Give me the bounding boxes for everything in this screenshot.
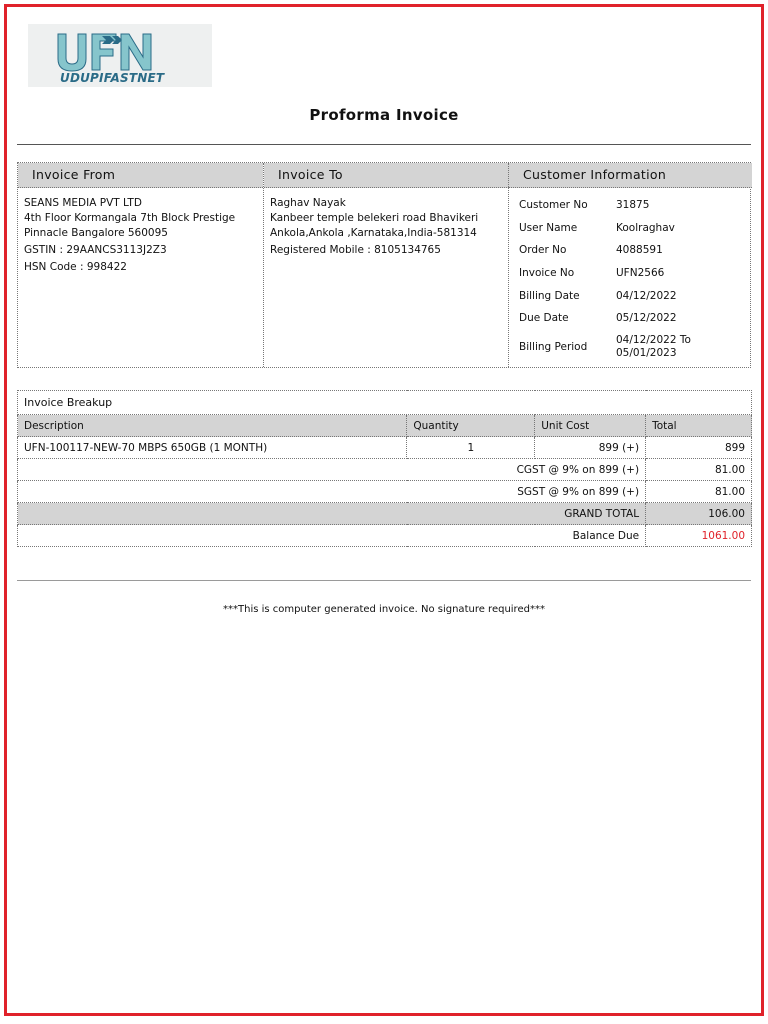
invoice-breakup-table — [17, 390, 752, 547]
logo-subtitle: UDUPIFASTNET — [60, 71, 165, 85]
to-address-line1: Kanbeer temple belekeri road Bhavikeri — [270, 212, 479, 224]
billing-period-label: Billing Period — [519, 340, 588, 353]
to-address-line2: Ankola,Ankola ,Karnataka,India-581314 — [270, 227, 477, 239]
item-quantity: 1 — [407, 437, 535, 459]
col-header-description: Description — [18, 415, 407, 437]
invoice-to-heading: Invoice To — [264, 163, 509, 188]
divider — [17, 580, 751, 581]
sgst-value: 81.00 — [646, 481, 752, 503]
company-logo — [28, 24, 212, 87]
customer-no-value: 31875 — [616, 199, 650, 212]
invoice-no-row — [519, 262, 752, 285]
invoice-no-label: Invoice No — [519, 267, 575, 280]
billing-period-start: 04/12/2022 To — [616, 333, 691, 346]
user-name-row — [519, 217, 752, 240]
cgst-label: CGST @ 9% on 899 (+) — [18, 459, 646, 481]
grand-total-row — [18, 503, 752, 525]
billing-date-value: 04/12/2022 — [616, 289, 677, 302]
billing-date-row — [519, 284, 752, 307]
from-hsn: HSN Code : 998422 — [24, 261, 127, 273]
sgst-row — [18, 481, 752, 503]
cgst-row — [18, 459, 752, 481]
billing-period-end: 05/01/2023 — [616, 346, 677, 359]
billing-period-value — [616, 334, 752, 360]
to-name: Raghav Nayak — [270, 197, 346, 209]
customer-no-row — [519, 194, 752, 217]
from-address-line2: Pinnacle Bangalore 560095 — [24, 227, 168, 239]
footer-note: ***This is computer generated invoice. No signature required*** — [223, 604, 545, 615]
cgst-value: 81.00 — [646, 459, 752, 481]
invoice-no-value: UFN2566 — [616, 267, 665, 280]
customer-info-section — [508, 163, 752, 367]
order-no-value: 4088591 — [616, 244, 663, 257]
user-name-label: User Name — [519, 221, 578, 234]
customer-info-heading: Customer Information — [509, 163, 752, 188]
due-date-label: Due Date — [519, 312, 569, 325]
invoice-to-section — [263, 163, 509, 367]
from-company: SEANS MEDIA PVT LTD — [24, 197, 142, 209]
item-total: 899 — [646, 437, 752, 459]
grand-total-label: GRAND TOTAL — [18, 503, 646, 525]
page-title: Proforma Invoice — [309, 106, 459, 124]
item-unit-cost: 899 (+) — [535, 437, 646, 459]
invoice-from-section — [18, 163, 263, 367]
divider — [17, 144, 751, 145]
col-header-quantity: Quantity — [407, 415, 535, 437]
due-date-value: 05/12/2022 — [616, 312, 677, 325]
balance-due-row — [18, 525, 752, 547]
user-name-value: Koolraghav — [616, 221, 675, 234]
billing-period-row — [519, 330, 752, 364]
customer-no-label: Customer No — [519, 199, 588, 212]
grand-total-value: 106.00 — [646, 503, 752, 525]
breakup-caption: Invoice Breakup — [18, 391, 752, 415]
invoice-info-box — [17, 162, 751, 368]
due-date-row — [519, 307, 752, 330]
billing-date-label: Billing Date — [519, 289, 580, 302]
col-header-unit-cost: Unit Cost — [535, 415, 646, 437]
from-gstin: GSTIN : 29AANCS3113J2Z3 — [24, 244, 167, 256]
order-no-label: Order No — [519, 244, 567, 257]
item-description: UFN-100117-NEW-70 MBPS 650GB (1 MONTH) — [18, 437, 407, 459]
order-no-row — [519, 239, 752, 262]
balance-due-value: 1061.00 — [646, 525, 752, 547]
to-mobile: Registered Mobile : 8105134765 — [270, 244, 441, 256]
invoice-from-heading: Invoice From — [18, 163, 263, 188]
from-address-line1: 4th Floor Kormangala 7th Block Prestige — [24, 212, 236, 224]
table-row — [18, 437, 752, 459]
sgst-label: SGST @ 9% on 899 (+) — [18, 481, 646, 503]
col-header-total: Total — [646, 415, 752, 437]
balance-due-label: Balance Due — [18, 525, 646, 547]
